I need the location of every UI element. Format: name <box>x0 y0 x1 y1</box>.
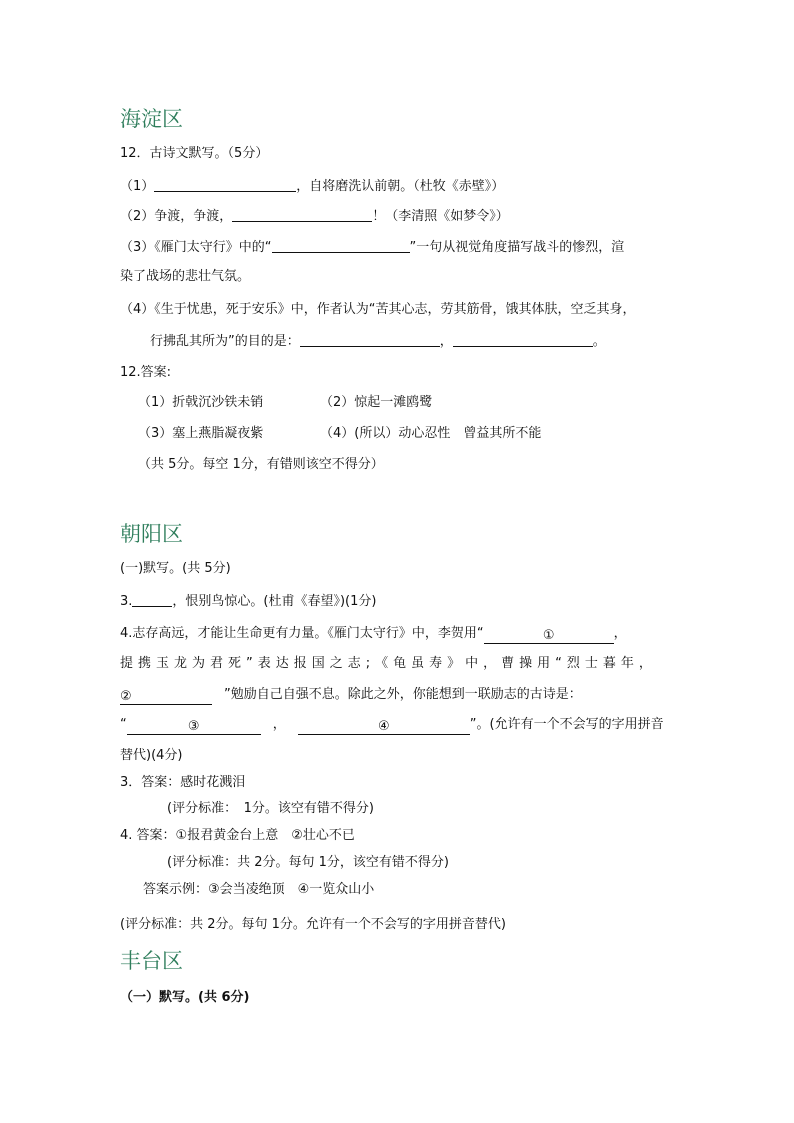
answer-2: （2）惊起一滩鸥鹭 <box>320 395 433 410</box>
item-prefix: （3）《雁门太守行》中的“ <box>120 240 272 255</box>
scoring-note: （共 5分。每空 1分，有错则该空不得分） <box>138 457 384 472</box>
answer-blank-4: ④ <box>298 719 470 735</box>
question-4-line4 <box>120 716 664 735</box>
question-item-1 <box>120 177 504 196</box>
answer-example-scoring: (评分标准：共 2分。每句 1分。允许有一个不会写的字用拼音替代) <box>120 917 506 932</box>
q4-text: ”勉励自己自强不息。除此之外，你能想到一联励志的古诗是： <box>224 687 582 702</box>
section-heading-fengtai: 丰台区 <box>120 949 183 973</box>
answer-4: （4）(所以）动心忍性 曾益其所不能 <box>320 426 542 441</box>
item-prefix: （1） <box>120 179 155 194</box>
answer-4-scoring: (评分标准：共 2分。每句 1分，该空有错不得分) <box>167 855 449 870</box>
answer-3: 3．答案：感时花溅泪 <box>120 775 246 790</box>
question-4-line5: 替代)(4分) <box>120 748 183 763</box>
section-heading-haidian: 海淀区 <box>120 107 183 131</box>
answer-blank-2: ② <box>120 689 212 705</box>
item-end: 。 <box>592 334 606 349</box>
question-item-4-line1: （4）《生于忧患，死于安乐》中，作者认为“苦其心志，劳其筋骨，饿其体肤，空乏其身， <box>120 302 636 317</box>
answer-blank-1: ① <box>484 628 614 644</box>
answer-title: 12.答案: <box>120 365 172 380</box>
answer-blank <box>300 332 440 347</box>
item-prefix: （2）争渡，争渡， <box>120 209 233 224</box>
answer-3: （3）塞上燕脂凝夜紫 <box>138 426 264 441</box>
q4-text: ”。(允许有一个不会写的字用拼音 <box>469 717 664 732</box>
question-title: 12．古诗文默写。（5分） <box>120 146 269 161</box>
question-item-2 <box>120 207 509 226</box>
item-prefix: 行拂乱其所为”的目的是： <box>150 334 300 349</box>
item-suffix: ，恨别鸟惊心。(杜甫《春望》)(1分) <box>172 594 377 609</box>
answer-blank <box>154 177 296 192</box>
question-4-line3 <box>120 686 582 705</box>
item-suffix: ”一句从视觉角度描写战斗的惨烈，渲 <box>409 240 625 255</box>
section-heading-chaoyang: 朝阳区 <box>120 522 183 546</box>
q4-text: 4.志存高远，才能让生命更有力量。《雁门太守行》中，李贺用“ <box>120 626 484 641</box>
q4-text: ， <box>613 626 627 641</box>
question-4-line1 <box>120 625 627 644</box>
q4-text: ， <box>272 717 286 732</box>
answer-blank <box>132 592 172 607</box>
question-title: (一)默写。(共 5分) <box>120 561 231 576</box>
question-item-3-continued: 染了战场的悲壮气氛。 <box>120 269 251 284</box>
item-suffix: ，自将磨洗认前朝。（杜牧《赤壁》） <box>296 179 505 194</box>
question-3 <box>120 592 376 611</box>
answer-3-scoring: (评分标准： 1分。该空有错不得分) <box>167 801 374 816</box>
answer-blank <box>232 207 372 222</box>
item-suffix: ！（李清照《如梦令》） <box>372 209 509 224</box>
answer-1: （1）折戟沉沙铁未销 <box>138 395 264 410</box>
item-prefix: 3. <box>120 594 133 609</box>
item-separator: ， <box>439 334 453 349</box>
question-4-line2: 提携玉龙为君死”表达报国之志;《龟虽寿》中，曹操用“烈士暮年， <box>120 656 657 671</box>
question-title: （一）默写。(共 6分) <box>120 990 250 1005</box>
question-item-3 <box>120 238 624 257</box>
answer-blank <box>453 332 593 347</box>
q4-text: “ <box>120 717 127 732</box>
answer-example: 答案示例：③会当凌绝顶 ④一览众山小 <box>143 882 375 897</box>
answer-4: 4. 答案：①报君黄金台上意 ②壮心不已 <box>120 828 355 843</box>
answer-blank <box>272 238 410 253</box>
answer-blank-3: ③ <box>127 719 261 735</box>
question-item-4-line2 <box>150 332 606 351</box>
